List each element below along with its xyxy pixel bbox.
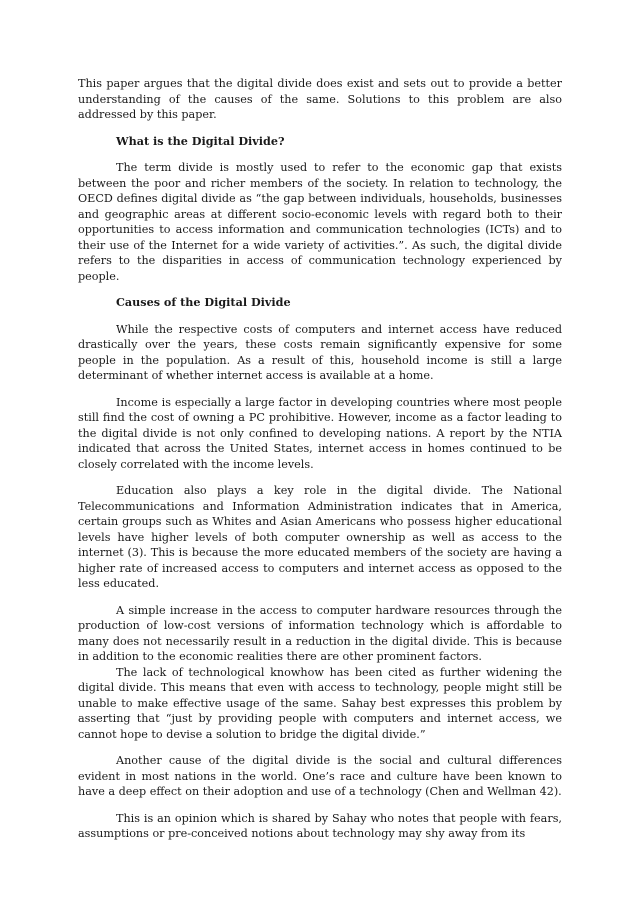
paragraph-knowhow: The lack of technological knowhow has been cited as further widening the digital divide. This means that even with access to technology, people might still be unable to make effective usage of the same. Sahay best expresses this problem by asserting that “just by providing people with computers and internet access, we cannot hope to devise a solution to bridge the digital divide.” xyxy=(78,665,562,741)
document-page xyxy=(78,76,562,853)
paragraph-hardware: A simple increase in the access to computer hardware resources through the production of low-cost versions of information technology which is affordable to many does not necessarily result in a reduction in the digital divide. This is because in addition to the economic realities there are other prominent factors. xyxy=(78,603,562,663)
section-heading-causes: Causes of the Digital Divide xyxy=(116,295,291,309)
paragraph-sahay: This is an opinion which is shared by Sahay who notes that people with fears, assumptions or pre-conceived notions about technology may shy away from its xyxy=(78,811,562,840)
paragraph-culture: Another cause of the digital divide is the social and cultural differences evident in most nations in the world. One’s race and culture have been known to have a deep effect on their adoption and use of a technology (Chen and Wellman 42). xyxy=(78,754,562,798)
paragraph-income: Income is especially a large factor in developing countries where most people still find the cost of owning a PC prohibitive. However, income as a factor leading to the digital divide is not only confined to developing nations. A report by the NTIA indicated that across the United States, internet access in homes continued to be closely correlated with the income levels. xyxy=(78,395,562,471)
intro-paragraph: This paper argues that the digital divide does exist and sets out to provide a better understanding of the causes of the same. Solutions to this problem are also addressed by this paper. xyxy=(78,77,562,121)
paragraph-definition: The term divide is mostly used to refer to the economic gap that exists between the poor and richer members of the society. In relation to technology, the OECD defines digital divide as “the gap between individuals, households, businesses and geographic areas at different socio-economic levels with regard both to their opportunities to access information and communication technologies (ICTs) and to their use of the Internet for a wide variety of activities.”. As such, the digital divide refers to the disparities in access of communication technology experienced by people. xyxy=(78,161,562,283)
paragraph-education: Education also plays a key role in the digital divide. The National Telecommunications and Information Administration indicates that in America, certain groups such as Whites and Asian Americans who possess higher educational levels have higher levels of both computer ownership as well as access to the internet (3). This is because the more educated members of the society are having a higher rate of increased access to computers and internet access as opposed to the less educated. xyxy=(78,484,562,590)
paragraph-costs: While the respective costs of computers and internet access have reduced drastically over the years, these costs remain significantly expensive for some people in the population. As a result of this, household income is still a large determinant of whether internet access is available at a home. xyxy=(78,322,562,382)
section-heading-what-is: What is the Digital Divide? xyxy=(116,133,285,148)
